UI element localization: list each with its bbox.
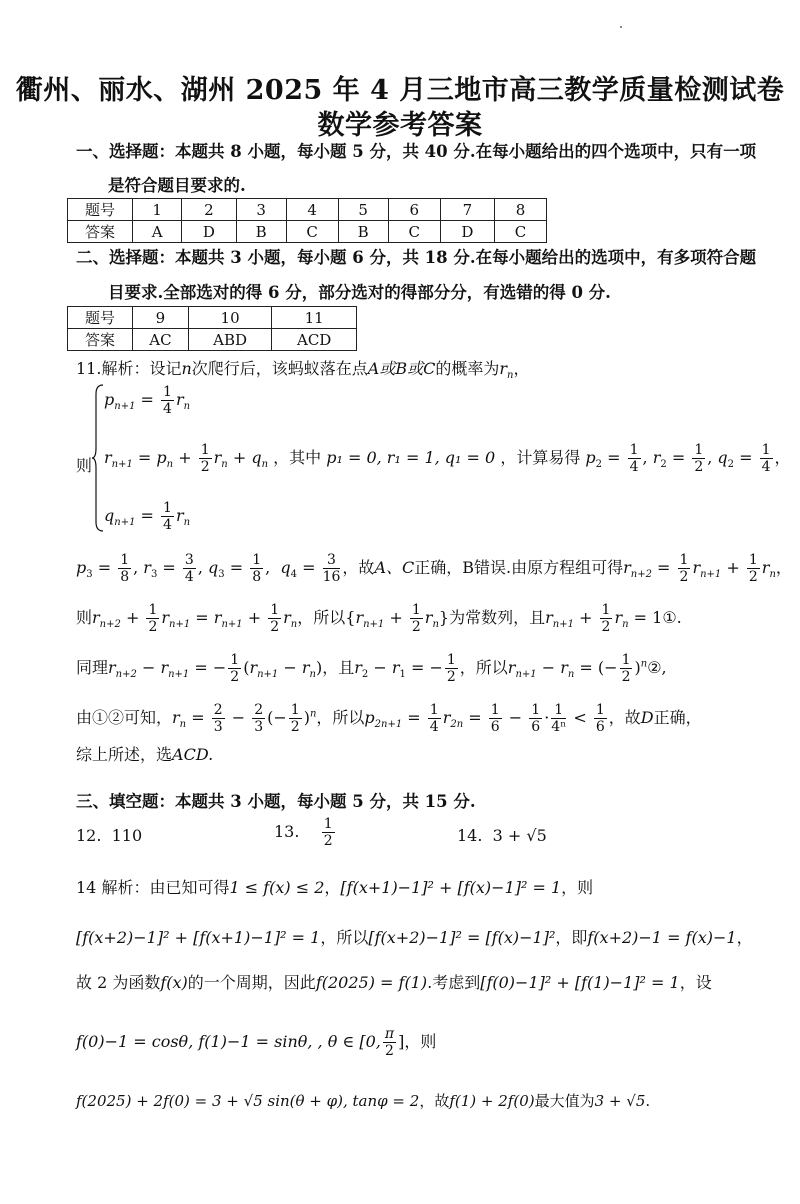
section1-heading-cont: 是符合题目要求的. (108, 176, 246, 195)
table-row-questions (68, 199, 547, 221)
table-cell: D (182, 221, 236, 243)
table-cell: 11 (272, 307, 357, 329)
table-cell: ABD (188, 329, 272, 351)
table-cell: 4 (286, 199, 338, 221)
scan-speck (620, 26, 622, 28)
table-cell: B (338, 221, 388, 243)
section3-heading: 三、填空题：本题共 3 小题，每小题 5 分，共 15 分. (76, 792, 476, 811)
q11-ze: 则 (76, 456, 93, 475)
section2-heading: 二、选择题：本题共 3 小题，每小题 6 分，共 18 分.在每小题给出的选项中，有多项符合题 (76, 248, 757, 267)
section2-answer-table (67, 306, 357, 351)
table-row-answers (68, 329, 357, 351)
q11-line5: 由①②可知，$r_n$ = $\frac{2}{3}$ − $\frac{2}{3}$ (− $\frac{1}{2}$ )$^n$，所以$p_{2n+1}$ = $\frac{1}{4}$ $r_{2n}$ = $\frac{1}{6}$ − $\frac{1}{6}$ · $\frac{1}{\text{4ⁿ}}$ < $\frac{1}{6}$ ，故D正确， (76, 702, 702, 735)
answer-14: 14. 3 + √5 (457, 826, 547, 845)
system-eq-3: $q_{n+1}$ = $\frac{1}{4}$ $r_n$ (104, 500, 191, 533)
section2-heading-cont: 目要求.全部选对的得 6 分，部分选对的得部分分，有选错的得 0 分. (108, 283, 611, 302)
q11-line4: 同理$r_{n+2} - r_{n+1}$ = − $\frac{1}{2}$ $(r_{n+1} - r_n)$，且$r_2 - r_1$ = − $\frac{1}{2}$ ，所以$r_{n+1} - r_n$ = (− $\frac{1}{2}$ )$^n$②, (76, 652, 667, 685)
table-cell: 2 (182, 199, 236, 221)
table-cell: A (133, 221, 182, 243)
table-cell: 1 (133, 199, 182, 221)
table-cell: 9 (133, 307, 189, 329)
q14-line3: 故 2 为函数f(x)的一个周期，因此f(2025) = f(1).考虑到[f(0)−1]² + [f(1)−1]² = 1，设 (76, 973, 712, 992)
initial-values: p₁ = 0, r₁ = 1, q₁ = 0 (326, 448, 496, 467)
q14-line2: [f(x+2)−1]² + [f(x+1)−1]² = 1，所以[f(x+2)−1]² = [f(x)−1]²，即f(x+2)−1 = f(x)−1， (76, 928, 753, 947)
table-cell: 8 (494, 199, 546, 221)
table-cell: B (236, 221, 286, 243)
q11-conclusion: 综上所述，选ACD. (76, 745, 214, 764)
q11-line3: 则$r_{n+2}$ + $\frac{1}{2}$ $r_{n+1} = r_{n+1}$ + $\frac{1}{2}$ $r_n$，所以{$r_{n+1}$ + $\frac{1}{2}$ $r_n$}为常数列，且$r_{n+1}$ + $\frac{1}{2}$ $r_n$ = 1①. (76, 602, 682, 635)
table-cell: D (440, 221, 494, 243)
page-title: 衢州、丽水、湖州 2025 年 4 月三地市高三教学质量检测试卷 (15, 75, 785, 106)
q14-line5: f(2025) + 2f(0) = 3 + √5 sin(θ + φ), tanφ = 2，故f(1) + 2f(0)最大值为3 + √5. (76, 1092, 651, 1110)
table-cell: C (286, 221, 338, 243)
q14-line1: 14 解析：由已知可得1 ≤ f(x) ≤ 2，[f(x+1)−1]² + [f(x)−1]² = 1，则 (76, 878, 594, 897)
section1-answer-table (67, 198, 547, 243)
table-label-a: 答案 (68, 221, 133, 243)
table-cell: 3 (236, 199, 286, 221)
q14-line4: f(0)−1 = cosθ, f(1)−1 = sinθ, , θ ∈ [0, $\frac{\pi}{2}$ ]，则 (76, 1026, 437, 1059)
pi-over-2-fraction: $\frac{\pi}{2}$ (384, 1026, 395, 1059)
table-cell: 7 (440, 199, 494, 221)
table-cell: AC (133, 329, 189, 351)
table-label-q: 题号 (68, 199, 133, 221)
table-cell: 5 (338, 199, 388, 221)
table-label-a: 答案 (68, 329, 133, 351)
answer-13-fraction: $\frac{1}{2}$ (323, 816, 333, 849)
table-cell: 6 (388, 199, 440, 221)
table-cell: C (494, 221, 546, 243)
answer-12: 12. 110 (76, 826, 143, 845)
table-row-questions (68, 307, 357, 329)
section1-heading: 一、选择题：本题共 8 小题，每小题 5 分，共 40 分.在每小题给出的四个选项中，只有一项 (76, 142, 757, 161)
table-cell: 10 (188, 307, 272, 329)
table-label-q: 题号 (68, 307, 133, 329)
table-cell: C (388, 221, 440, 243)
q11-line2: $p_3$ = $\frac{1}{8}$ , $r_3$ = $\frac{3}{4}$ , $q_3$ = $\frac{1}{8}$ , $q_4$ = $\frac{3}{16}$ ，故A、C正确，B错误.由原方程组可得$r_{n+2}$ = $\frac{1}{2}$ $r_{n+1}$ + $\frac{1}{2}$ $r_n$， (76, 552, 792, 585)
table-row-answers (68, 221, 547, 243)
system-eq-2: $r_{n+1} = p_n$ + $\frac{1}{2}$ $r_n + q_n$ ，其中 p₁ = 0, r₁ = 1, q₁ = 0 ，计算易得 $p_2$ = $\frac{1}{4}$ , $r_2$ = $\frac{1}{2}$ , $q_2$ = $\frac{1}{4}$ ， (104, 442, 791, 475)
table-cell: ACD (272, 329, 357, 351)
page-subtitle: 数学参考答案 (317, 110, 483, 141)
answer-13: 13. $\frac{1}{2}$ (274, 816, 333, 849)
equation-system-brace (92, 384, 104, 532)
q11-intro: 11.解析：设记n次爬行后，该蚂蚁落在点A或B或C的概率为$r_n$， (76, 359, 530, 382)
system-eq-1: $p_{n+1}$ = $\frac{1}{4}$ $r_n$ (104, 384, 191, 417)
